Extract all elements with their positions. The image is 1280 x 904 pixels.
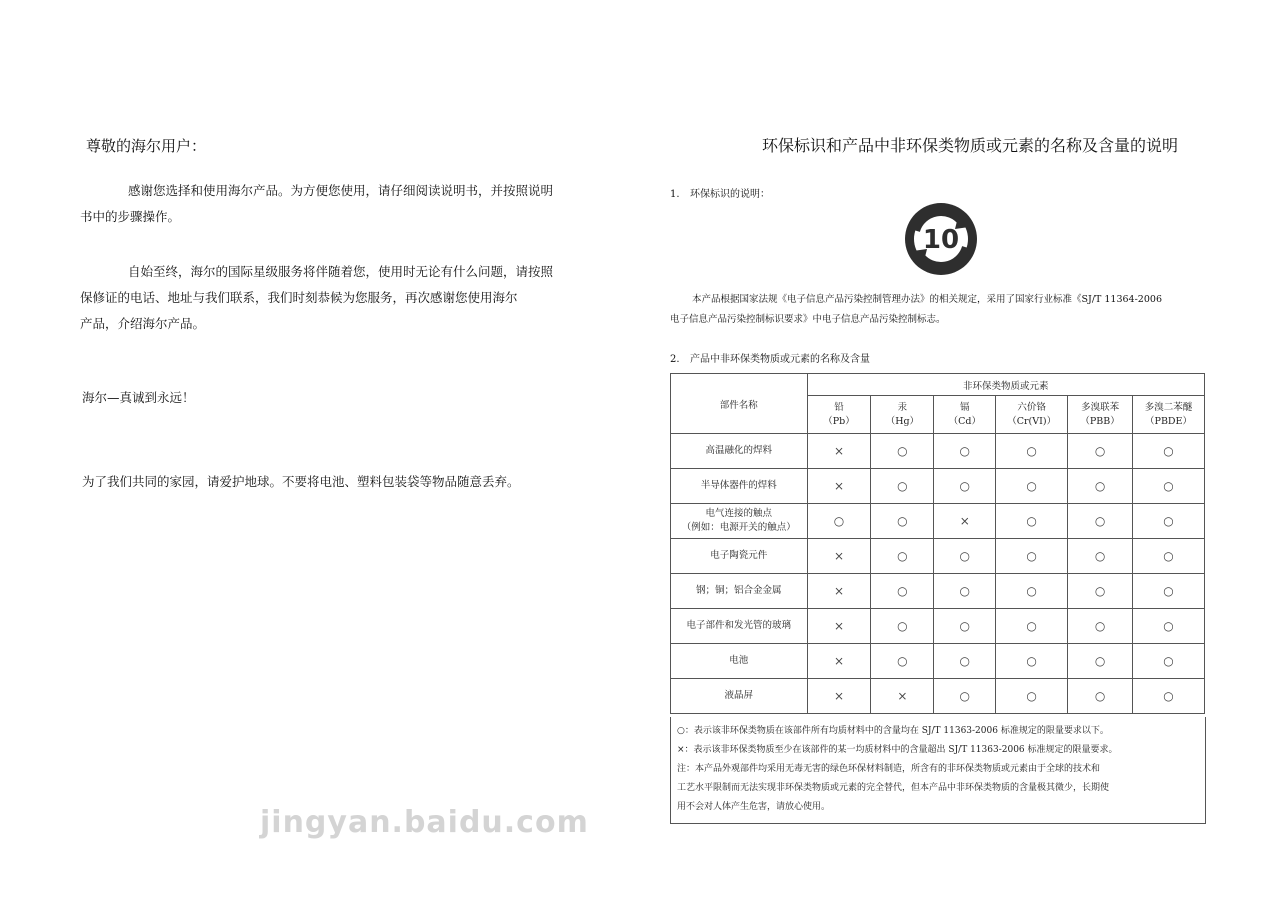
substance-mark-cell (996, 679, 1068, 714)
substance-name: 六价铬 (1017, 401, 1046, 413)
substance-mark: ○ (1094, 654, 1106, 668)
substance-symbol: （Pb） (823, 415, 855, 427)
part-name-text: 高温融化的焊料 (705, 445, 773, 456)
substance-mark-cell (1133, 574, 1205, 609)
substance-mark: ○ (1026, 584, 1037, 598)
substance-mark-cell (871, 539, 934, 574)
substance-mark-cell (1068, 574, 1133, 609)
part-name-cell (671, 679, 808, 714)
substance-mark: × (833, 584, 845, 598)
substance-mark-cell (1133, 679, 1205, 714)
substance-mark-cell (1133, 504, 1205, 539)
note-remark-line-3: 用不会对人体产生危害，请放心使用。 (677, 802, 831, 812)
substance-symbol: （Hg） (885, 415, 920, 427)
substance-mark-cell (1068, 609, 1133, 644)
substance-mark-cell (807, 679, 871, 714)
substance-mark: ○ (959, 444, 971, 458)
page-title: 环保标识和产品中非环保类物质或元素的名称及含量的说明 (761, 136, 1178, 155)
intro-line-1: 感谢您选择和使用海尔产品。为方便您使用，请仔细阅读说明书，并按照说明 (128, 183, 554, 198)
substance-mark: ○ (897, 514, 908, 528)
substance-mark: ○ (1094, 479, 1106, 493)
substance-mark: × (833, 444, 845, 458)
substance-mark: ○ (897, 654, 908, 668)
substance-mark-cell (1133, 539, 1205, 574)
part-name-text: 液晶屏 (724, 690, 754, 701)
hazardous-substance-table (670, 373, 1205, 714)
part-name-text: 钢；铜；铝合金金属 (696, 585, 782, 596)
substance-mark-cell (934, 434, 996, 469)
substance-name: 铅 (834, 401, 844, 413)
table-row (671, 539, 1205, 574)
right-page (640, 0, 1280, 904)
substance-mark: × (833, 619, 845, 633)
substance-mark: ○ (1094, 584, 1106, 598)
substance-mark: ○ (833, 514, 845, 528)
substance-mark-cell (996, 609, 1068, 644)
substance-mark: ○ (1026, 479, 1037, 493)
table-row (671, 574, 1205, 609)
table-row (671, 644, 1205, 679)
substance-mark-cell (1068, 644, 1133, 679)
table-row (671, 609, 1205, 644)
service-line-2: 保修证的电话、地址与我们联系，我们时刻恭候为您服务，再次感谢您使用海尔 (80, 290, 518, 305)
part-name-cell (671, 469, 808, 504)
substance-mark: ○ (959, 479, 971, 493)
substance-mark: ○ (1163, 479, 1174, 493)
part-name-cell (671, 609, 808, 644)
section-1-number: 1. (670, 189, 680, 200)
service-paragraph (80, 259, 600, 337)
substance-mark: ○ (959, 689, 971, 703)
substance-name: 多溴联苯 (1081, 401, 1120, 413)
environment-plea: 为了我们共同的家园，请爱护地球。不要将电池、塑料包装袋等物品随意丢弃。 (82, 474, 520, 489)
substance-mark-cell (807, 504, 871, 539)
substance-mark-cell (1068, 434, 1133, 469)
substance-mark-cell (871, 609, 934, 644)
substance-mark-cell (807, 539, 871, 574)
logo-description (670, 290, 1210, 330)
substance-mark: ○ (959, 619, 971, 633)
substance-mark-cell (996, 574, 1068, 609)
watermark: jingyan.baidu.com (260, 805, 589, 840)
substance-mark-cell (1068, 469, 1133, 504)
substance-mark-cell (807, 609, 871, 644)
substance-mark: ○ (1163, 549, 1174, 563)
substance-mark-cell (807, 644, 871, 679)
table-row (671, 679, 1205, 714)
substance-mark-cell (871, 434, 934, 469)
table-row (671, 469, 1205, 504)
part-name-cell (671, 434, 808, 469)
substance-mark-cell (1068, 679, 1133, 714)
substance-mark: × (833, 689, 845, 703)
substance-symbol: （Cr(VI)） (1007, 415, 1057, 427)
substance-mark: ○ (1026, 444, 1037, 458)
substance-mark-cell (807, 469, 871, 504)
substance-mark-cell (1133, 469, 1205, 504)
environmental-protection-10-logo-icon (903, 201, 979, 277)
substance-mark: ○ (1026, 619, 1037, 633)
substance-name: 镉 (960, 401, 970, 413)
substance-mark-cell (1068, 504, 1133, 539)
substance-mark: ○ (1094, 444, 1106, 458)
desc-line-1: 本产品根据国家法规《电子信息产品污染控制管理办法》的相关规定，采用了国家行业标准《SJ/T 11364-2006 (692, 294, 1162, 305)
substance-header (1068, 396, 1133, 434)
substance-mark: ○ (1163, 514, 1174, 528)
substance-header (871, 396, 934, 434)
substance-mark: ○ (897, 479, 908, 493)
service-line-1: 自始至终，海尔的国际星级服务将伴随着您，使用时无论有什么问题，请按照 (128, 264, 554, 279)
substance-header (807, 396, 871, 434)
substance-mark: ○ (1163, 654, 1174, 668)
substance-group-header: 非环保类物质或元素 (807, 374, 1204, 396)
substance-mark-cell (934, 469, 996, 504)
substance-mark-cell (1068, 539, 1133, 574)
substance-mark: ○ (1026, 654, 1037, 668)
substance-mark-cell (996, 469, 1068, 504)
substance-mark-cell (934, 644, 996, 679)
substance-mark-cell (934, 679, 996, 714)
substance-header (1133, 396, 1205, 434)
desc-line-2: 电子信息产品污染控制标识要求》中电子信息产品污染控制标志。 (670, 314, 946, 325)
part-name-text: 半导体器件的焊料 (700, 480, 777, 491)
substance-mark-cell (871, 574, 934, 609)
substance-mark: ○ (1026, 549, 1037, 563)
substance-mark: ○ (1094, 549, 1106, 563)
note-circle-meaning: ○：表示该非环保类物质在该部件所有均质材料中的含量均在 SJ/T 11363-2006 标准规定的限量要求以下。 (677, 726, 1109, 736)
substance-name: 多溴二苯醚 (1144, 401, 1193, 413)
substance-mark: ○ (897, 584, 908, 598)
substance-mark: × (833, 549, 845, 563)
substance-mark-cell (996, 644, 1068, 679)
substance-mark: ○ (1163, 689, 1174, 703)
substance-symbol: （Cd） (948, 415, 981, 427)
substance-mark-cell (1133, 434, 1205, 469)
substance-mark-cell (996, 434, 1068, 469)
substance-mark-cell (934, 574, 996, 609)
substance-symbol: （PBDE） (1145, 415, 1192, 427)
substance-mark-cell (871, 679, 934, 714)
substance-mark-cell (1133, 609, 1205, 644)
motto: 海尔—真诚到永远！ (82, 390, 195, 405)
substance-mark-cell (934, 539, 996, 574)
substance-mark-cell (871, 504, 934, 539)
substance-name: 汞 (897, 401, 908, 413)
substance-mark: ○ (1094, 619, 1106, 633)
section-1-heading (670, 185, 770, 200)
part-name-text: 电气连接的触点 (705, 508, 773, 519)
part-name-cell (671, 644, 808, 679)
substance-mark-cell (871, 644, 934, 679)
section-1-title: 环保标识的说明： (690, 189, 770, 200)
part-name-text: 电子部件和发光管的玻璃 (686, 620, 792, 631)
substance-mark: ○ (1026, 689, 1037, 703)
note-remark-line-1: 注：本产品外观部件均采用无毒无害的绿色环保材料制造，所含有的非环保类物质或元素由于全球的技术和 (677, 764, 1101, 774)
greeting: 尊敬的海尔用户： (86, 137, 207, 155)
section-2-number: 2. (670, 354, 680, 365)
substance-mark: × (897, 689, 908, 703)
section-2-title: 产品中非环保类物质或元素的名称及含量 (690, 354, 870, 365)
substance-mark-cell (807, 574, 871, 609)
substance-mark: ○ (897, 619, 908, 633)
part-name-text: （例如：电源开关的触点） (681, 522, 796, 533)
substance-symbol: （PBB） (1080, 415, 1120, 427)
table-notes (670, 717, 1206, 824)
logo-number: 10 (922, 225, 960, 255)
substance-mark: ○ (1163, 619, 1174, 633)
substance-mark-cell (1133, 644, 1205, 679)
substance-mark-cell (934, 504, 996, 539)
note-cross-meaning: ×：表示该非环保类物质至少在该部件的某一均质材料中的含量超出 SJ/T 11363-2006 标准规定的限量要求。 (677, 745, 1118, 755)
substance-header (996, 396, 1068, 434)
substance-mark: ○ (897, 549, 908, 563)
table-body (671, 434, 1205, 714)
substance-mark: ○ (959, 654, 971, 668)
substance-mark: ○ (1094, 514, 1106, 528)
table-row (671, 434, 1205, 469)
section-2-heading (670, 350, 870, 365)
substance-mark: × (959, 514, 970, 528)
table-row (671, 504, 1205, 539)
intro-line-2: 书中的步骤操作。 (80, 209, 181, 224)
substance-mark-cell (871, 469, 934, 504)
substance-mark: ○ (1163, 584, 1174, 598)
substance-mark-cell (934, 609, 996, 644)
substance-mark: × (833, 479, 845, 493)
part-name-cell (671, 539, 808, 574)
part-name-text: 电池 (729, 655, 749, 666)
substance-mark: ○ (959, 549, 971, 563)
part-name-cell (671, 504, 808, 539)
substance-mark: ○ (897, 444, 908, 458)
substance-mark: ○ (1094, 689, 1106, 703)
substance-mark: ○ (1026, 514, 1037, 528)
service-line-3: 产品，介绍海尔产品。 (80, 316, 206, 331)
substance-mark-cell (996, 504, 1068, 539)
intro-paragraph (80, 178, 600, 230)
part-name-cell (671, 574, 808, 609)
part-name-text: 电子陶瓷元件 (710, 550, 768, 561)
substance-header (934, 396, 996, 434)
part-name-header: 部件名称 (671, 374, 808, 434)
substance-mark: ○ (1163, 444, 1174, 458)
substance-mark-cell (996, 539, 1068, 574)
substance-mark-cell (807, 434, 871, 469)
note-remark-line-2: 工艺水平限制而无法实现非环保类物质或元素的完全替代，但本产品中非环保类物质的含量极其微少，长期使 (677, 783, 1110, 793)
substance-mark: ○ (959, 584, 971, 598)
substance-mark: × (833, 654, 845, 668)
